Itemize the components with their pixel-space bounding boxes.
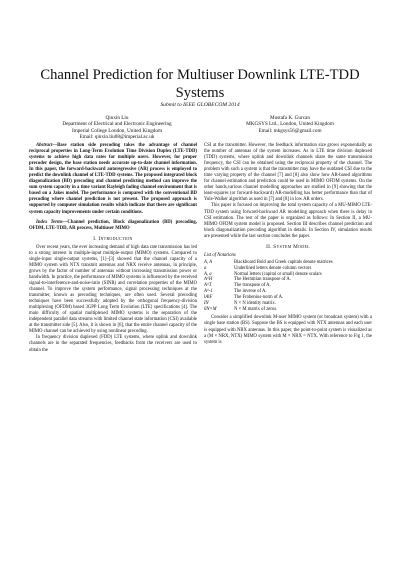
index-terms-label: Index Terms — [36, 219, 63, 225]
left-column — [29, 143, 197, 354]
author-email: Email: mkgsys56@gmail.com — [258, 127, 322, 134]
notation-description: The inverse of A. — [234, 289, 267, 295]
paragraph: This paper is focused on improving the total system capacity of a MU-MIMO LTE-TDD system using forward-backward AR modelling approach when there is delay in CSI estimation. The rest of the paper is organized as follows: In Section II, a MU-MIMO OFDM system model is proposed. Section III describes channel prediction and block diagonalization precoding algorithm in details. In Section IV, simulation results are presented while the last section concludes the paper. — [204, 203, 372, 239]
author-email: Email: qinxin.liu08@imperial.ac.uk — [79, 134, 155, 141]
author-affiliation: Department of Electrical and Electronic Engineering — [62, 121, 172, 128]
submission-note: Submit to IEEE GLOBECOM 2014 — [160, 102, 240, 108]
notation-symbol: A, a — [204, 271, 212, 277]
abstract-label: Abstract — [36, 143, 53, 148]
author-block — [32, 115, 202, 141]
right-column — [204, 143, 372, 346]
notation-symbol: A, A — [204, 259, 212, 265]
notation-row — [204, 307, 372, 313]
notation-description: Underlined letters denote column vectors — [234, 265, 312, 271]
notation-symbol: A^T — [204, 283, 212, 289]
paragraph: Consider a simplified downlink M-user MIMO system (or broadcast system) with a single base station (BS). Suppose the BS is equipped with NTX antennas and each user is equipped with NRX antennas. In this paper, the point-to-point system is visualized as a (M × NRX, NTX) MIMO system with M × NRX = NTX. With reference to Fig 1, the system is — [204, 315, 372, 345]
notation-symbol: ‖A‖F — [204, 294, 213, 300]
index-terms-text: —Channel prediction, Block diagonalization (BD) precoding, OFDM, LTE-TDD, AR process, Multiuser MIMO — [29, 219, 197, 231]
notation-description: N × N identity matrix. — [234, 300, 276, 306]
notation-description: Normal letters (capital or small) denote scalars — [234, 271, 322, 277]
paper-title: Channel Prediction for Multiuser Downlink LTE-TDD Systems — [40, 67, 360, 101]
abstract-text: —Base station side precoding takes the advantage of channel reciprocal properties in Long-Term Evolution Time Division Duplex (LTE-TDD) systems to achieve high data rates for multiple users. However, for proper precoder design, the base station needs accurate up-to-date channel information. In this paper, the forward-backward autoregressive (AR) process is employed to predict the downlink channel of LTE-TDD systems. The proposed integrated block diagonalization (BD) precoding and channel predicting method can improve the sum system capacity in a time variant Rayleigh fading channel environment that is based on a Jakes model. The performance is compared with the conventional BD precoding where channel prediction is not present. The proposed approach is supported by computer simulation results which indicate that there are significant system capacity improvements under certain conditions. — [29, 143, 197, 215]
paragraph: Over recent years, the ever increasing demand of high data rate transmission has led to a strong interest in multiple-input multiple-output (MIMO) systems. Compared to single-input single-output systems, [1]–[3] showed that the channel capacity of a MIMO system with NTX transmit antennas and NRX receive antennas, in principle, grows by the factor of number of antennas without increasing transmission power or bandwidth. In practice, the performance of MIMO systems is influenced by the received signal-to-interference-and-noise-ratio (SINR) and correlation properties of the MIMO channel. To improve the system performance, signal processing techniques at the transmitter, known as precoding techniques, are often used. Several precoding techniques have been successfully adopted by the orthogonal frequency-division multiplexing (OFDM) based 3GPP Long Term Evolution (LTE) specifications [4]. The main difficulty of spatial multiplexed MIMO systems is the separation of the independent parallel data streams with limited channel state information (CSI) available at the transmitter side [5]. Also, it is shown in [6], that the entire channel capacity of the MIMO channel can be achieved by using nonlinear precoding. — [29, 244, 197, 335]
notation-description: The transpose of A. — [234, 283, 271, 289]
notation-symbol: IN — [204, 300, 209, 306]
index-terms — [29, 220, 197, 232]
notation-description: Blackboard Bold and Greek capitals denote matrices — [234, 259, 333, 265]
notation-symbol: A^H — [204, 277, 213, 283]
notation-symbol: a — [204, 265, 207, 271]
notation-symbol: A^-1 — [204, 289, 213, 295]
abstract — [29, 143, 197, 216]
author-name: Qinxin Liu — [105, 115, 129, 121]
paragraph: In frequency division duplexed (FDD) LTE systems, where uplink and downlink channels are in the separated frequencies, feedbacks from the receivers are used to obtain the — [29, 335, 197, 353]
author-name: Mustafa K. Gurcan — [270, 115, 310, 121]
paragraph: CSI at the transmitter. However, the feedback information size grows exponentially as the number of antennas of the system increases. As in LTE time division duplexed (TDD) systems, where uplink and downlink channels share the same transmission frequency, the CSI can be obtained using the reciprocal property of the channel. The problem with such a system is that the transmitter may have the outdated CSI due to the time varying property of the channel [7] and [8] also show how AR-based algorithms for channel estimation and prediction could be used in MIMO OFDM systems. On the other hands,various channel modelling approaches are studied in [9] showing that the least-squares (or forward-backward) AR-modelling has better performance than that of Yule-Walker algorithm as used in [7] and [8] in low AR orders. — [204, 143, 372, 203]
section-heading: I. Introduction — [93, 235, 133, 242]
notation-description: The Hermitian transpose of A. — [234, 277, 291, 283]
notation-description: The Frobenius-norm of A. — [234, 294, 284, 300]
notation-symbol: 0N×M — [204, 306, 217, 312]
notation-description: N × M matrix of zeros. — [234, 306, 278, 312]
notation-table — [204, 260, 372, 313]
section-heading: II. System Model — [266, 243, 310, 250]
author-block — [205, 115, 375, 134]
author-affiliation: MKGSYS Ltd., London, United Kingdom — [246, 121, 334, 128]
subsection-heading: List of Notations — [204, 252, 236, 258]
author-institution: Imperial College London, United Kingdom — [71, 127, 163, 134]
